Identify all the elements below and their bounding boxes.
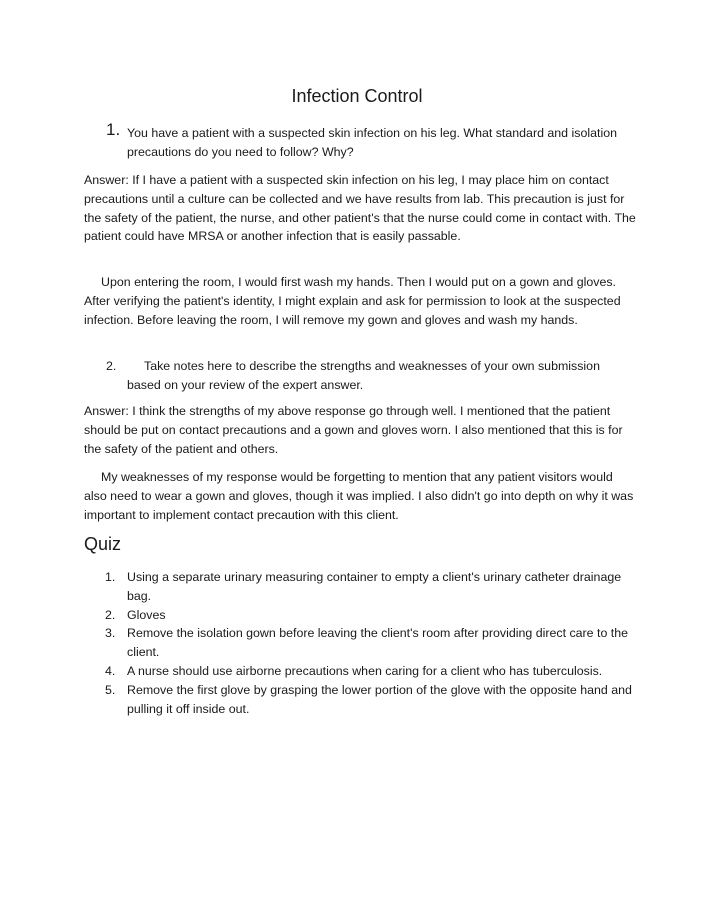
quiz-item-number: 2. xyxy=(105,607,116,622)
quiz-item-text: Remove the first glove by grasping the lower portion of the glove with the opposite hand and pulling it off inside out. xyxy=(127,682,632,716)
quiz-item-3 xyxy=(84,624,636,662)
question-1-text: You have a patient with a suspected skin infection on his leg. What standard and isolation precautions do you need to follow? Why? xyxy=(127,126,617,159)
question-1 xyxy=(84,121,636,162)
quiz-item-number: 5. xyxy=(105,682,116,697)
answer-1-paragraph: Answer: If I have a patient with a suspected skin infection on his leg, I may place him on contact precautions until a culture can be collected and we have results from lab. This precaution is just for the safety of the patient, the nurse, and other patient's that the nurse could come in contact with. The patient could have MRSA or another infection that is easily passable. xyxy=(84,173,636,244)
quiz-item-4 xyxy=(84,662,636,681)
question-2-text: Take notes here to describe the strengths and weaknesses of your own submission based on your review of the expert answer. xyxy=(127,359,600,392)
question-2-number: 2. xyxy=(106,359,117,373)
quiz-item-text: Gloves xyxy=(127,607,166,622)
page-title: Infection Control xyxy=(291,86,423,106)
quiz-item-5 xyxy=(84,681,636,719)
quiz-item-number: 1. xyxy=(105,570,116,584)
procedure-paragraph: Upon entering the room, I would first wash my hands. Then I would put on a gown and gloves. After verifying the patient's identity, I might explain and ask for permission to look at the suspected infection. Before leaving the room, I will remove my gown and gloves and wash my hands. xyxy=(84,275,621,327)
quiz-item-text: Remove the isolation gown before leaving the client's room after providing direct care to the client. xyxy=(127,626,629,660)
question-1-number: 1. xyxy=(106,120,121,139)
quiz-item-text: A nurse should use airborne precautions when caring for a client who has tuberculosis. xyxy=(127,663,603,678)
quiz-item-1 xyxy=(84,568,636,606)
quiz-item-number: 4. xyxy=(105,663,116,678)
quiz-item-number: 3. xyxy=(105,626,116,641)
quiz-item-text: Using a separate urinary measuring container to empty a client's urinary catheter drainage bag. xyxy=(127,570,622,603)
question-2 xyxy=(84,357,636,395)
quiz-heading: Quiz xyxy=(84,534,122,554)
quiz-list xyxy=(84,568,636,718)
answer-2-paragraph: Answer: I think the strengths of my above response go through well. I mentioned that the patient should be put on contact precautions and a gown and gloves worn. I also mentioned that this is for the safety of the patient and others. xyxy=(84,404,623,456)
quiz-item-2 xyxy=(84,606,636,625)
weaknesses-paragraph: My weaknesses of my response would be forgetting to mention that any patient visitors would also need to wear a gown and gloves, though it was implied. I also didn't go into depth on why it was important to implement contact precaution with this client. xyxy=(84,470,634,522)
